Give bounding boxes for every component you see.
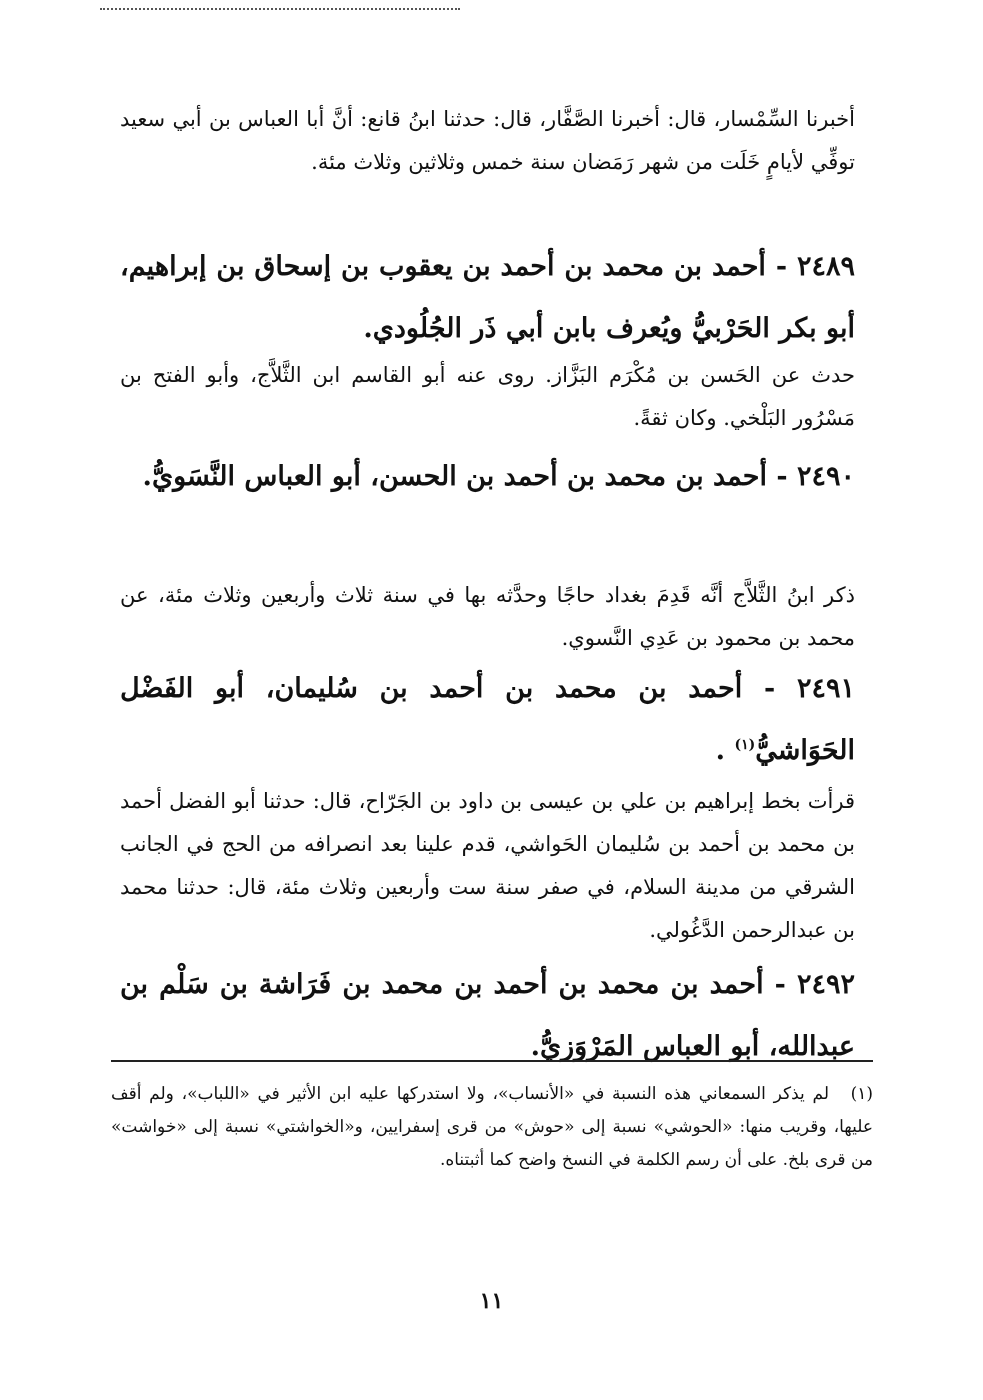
entry-2490-heading: ٢٤٩٠ - أحمد بن محمد بن أحمد بن الحسن، أبو العباس النَّسَويُّ. bbox=[142, 461, 855, 492]
top-dotted-rule bbox=[100, 8, 460, 10]
entry-2491-end: . bbox=[715, 735, 735, 766]
footnote-reference[interactable]: (١) bbox=[734, 737, 756, 753]
paragraph-4: قرأت بخط إبراهيم بن علي بن عيسى بن داود بن الجَرّاح، قال: حدثنا أبو الفضل أحمد بن محمد بن أحمد بن سُليمان الحَواشي، قدم علينا بعد انصرافه من الحج في الجانب الشرقي من مدينة السلام، في صفر سنة ست وأربعين وثلاث مئة، قال: حدثنا محمد بن عبدالرحمن الدَّغُولي. bbox=[120, 789, 855, 942]
entry-2491-text: ٢٤٩١ - أحمد بن محمد بن أحمد بن سُليمان، أبو الفَضْل الحَوَاشيُّ bbox=[120, 673, 855, 766]
footnote-text: لم يذكر السمعاني هذه النسبة في «الأنساب»، ولا استدركها عليه ابن الأثير في «اللباب»، ولم أقف عليها، وقريب منها: «الحوشي» نسبة إلى «حوش» من قرى إسفرايين، و«الخواشتي» نسبة إلى «خواشت» من قرى بلخ. على أن رسم الكلمة في النسخ واضح كما أثبتناه. bbox=[111, 1084, 873, 1170]
paragraph-3: ذكر ابنُ الثَّلاَّج أنَّه قَدِمَ بغداد حاجًا وحدَّثه بها في سنة ثلاث وأربعين وثلاث مئة، عن محمد بن محمود بن عَدِي النَّسوي. bbox=[120, 583, 855, 650]
page-number: ١١ bbox=[479, 1288, 504, 1314]
paragraph-2: حدث عن الحَسن بن مُكْرَم البَزَّاز. روى عنه أبو القاسم ابن الثَّلاَّج، وأبو الفتح بن مَسْرُور البَلْخي. وكان ثقةً. bbox=[120, 363, 855, 430]
footnote-number: (١) bbox=[850, 1084, 873, 1104]
entry-2492-heading: ٢٤٩٢ - أحمد بن محمد بن أحمد بن محمد بن فَرَاشة بن سَلْم بن عبدالله، أبو العباس المَرْوَزيُّ. bbox=[120, 969, 855, 1062]
footnote bbox=[111, 1078, 873, 1177]
entry-2489-heading: ٢٤٨٩ - أحمد بن محمد بن أحمد بن يعقوب بن إسحاق بن إبراهيم، أبو بكر الحَرْبيُّ ويُعرف بابن أبي ذَر الجُلُودي. bbox=[120, 251, 855, 344]
paragraph-1: أخبرنا السِّمْسار، قال: أخبرنا الصَّفَّار، قال: حدثنا ابنُ قانع: أنَّ أبا العباس بن أبي سعيد توفِّي لأيامٍ خَلَت من شهر رَمَضان سنة خمس وثلاثين وثلاث مئة. bbox=[120, 107, 855, 174]
entry-2491-heading bbox=[120, 658, 855, 782]
footnote-separator bbox=[111, 1060, 873, 1062]
